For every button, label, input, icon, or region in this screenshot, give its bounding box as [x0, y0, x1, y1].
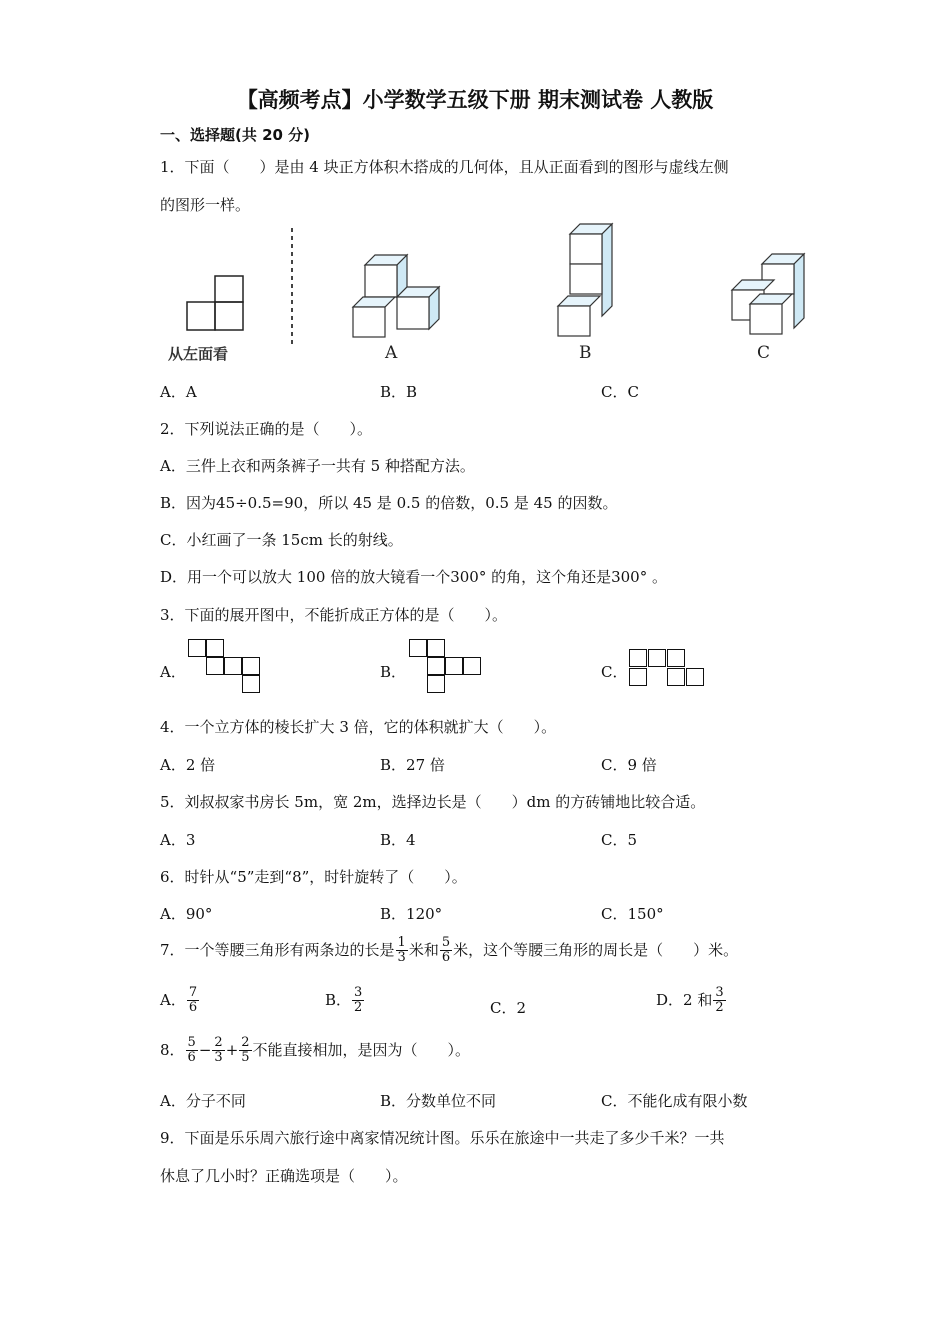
- q4-option-b[interactable]: B．27 倍: [380, 756, 445, 774]
- question-1-line1: 1．下面（ ）是由 4 块正方体积木搭成的几何体，且从正面看到的图形与虚线左侧: [160, 158, 729, 176]
- question-2-stem: 2．下列说法正确的是（ ）。: [160, 420, 373, 438]
- q6-option-c[interactable]: C．150°: [601, 905, 664, 923]
- question-4-stem: 4．一个立方体的棱长扩大 3 倍，它的体积就扩大（ ）。: [160, 718, 557, 736]
- q2-option-b[interactable]: B．因为45÷0.5=90，所以 45 是 0.5 的倍数，0.5 是 45 的因数。: [160, 494, 618, 512]
- q7-option-d[interactable]: D．2 和 $\frac{3}{2}$: [656, 985, 724, 1016]
- question-9-line1: 9．下面是乐乐周六旅行途中离家情况统计图。乐乐在旅途中一共走了多少千米？一共: [160, 1129, 725, 1147]
- figure-b-cubes: [550, 222, 620, 342]
- fraction: $\frac{2}{5}$: [241, 1035, 250, 1066]
- dashed-divider: [286, 226, 298, 350]
- fraction: $\frac{5}{6}$: [441, 935, 451, 966]
- fraction: $\frac{5}{6}$: [187, 1035, 196, 1066]
- q5-option-c[interactable]: C．5: [601, 831, 638, 849]
- q3-option-a[interactable]: A．: [160, 663, 186, 681]
- q4-option-a[interactable]: A．2 倍: [160, 756, 216, 774]
- question-1-line2: 的图形一样。: [160, 196, 251, 214]
- q7-option-c[interactable]: C．2: [490, 999, 527, 1017]
- fraction: $\frac{2}{3}$: [214, 1035, 223, 1066]
- fraction: $\frac{3}{2}$: [715, 985, 724, 1016]
- q6-option-b[interactable]: B．120°: [380, 905, 443, 923]
- q5-option-a[interactable]: A．3: [160, 831, 196, 849]
- question-8-stem: 8． $\frac{5}{6}$ − $\frac{2}{3}$ + $\frac{2}{5}$ 不能直接相加，是因为（ ）。: [160, 1035, 471, 1066]
- fraction: $\frac{7}{6}$: [188, 985, 198, 1016]
- q2-option-d[interactable]: D．用一个可以放大 100 倍的放大镜看一个300° 的角，这个角还是300° 。: [160, 568, 667, 586]
- q7-option-a[interactable]: A． $\frac{7}{6}$: [160, 985, 198, 1016]
- side-view-figure: [180, 270, 250, 340]
- question-6-stem: 6．时针从“5”走到“8”，时针旋转了（ ）。: [160, 868, 467, 886]
- fraction: $\frac{1}{3}$: [397, 935, 406, 966]
- q2-option-c[interactable]: C．小红画了一条 15cm 长的射线。: [160, 531, 403, 549]
- q3-option-b[interactable]: B．: [380, 663, 407, 681]
- section-heading: 一、选择题(共 20 分): [160, 126, 311, 144]
- q6-option-a[interactable]: A．90°: [160, 905, 213, 923]
- q8-option-b[interactable]: B．分数单位不同: [380, 1092, 497, 1110]
- question-9-line2: 休息了几小时？正确选项是（ ）。: [160, 1167, 408, 1185]
- side-view-label: 从左面看: [168, 345, 229, 363]
- q8-option-c[interactable]: C．不能化成有限小数: [601, 1092, 748, 1110]
- page-title: 【高频考点】小学数学五级下册 期末测试卷 人教版: [236, 88, 714, 112]
- q2-option-a[interactable]: A．三件上衣和两条裤子一共有 5 种搭配方法。: [160, 457, 475, 475]
- figure-c-cubes: [728, 250, 818, 340]
- question-5-stem: 5．刘叔叔家书房长 5m，宽 2m，选择边长是（ ）dm 的方砖铺地比较合适。: [160, 793, 706, 811]
- q5-option-b[interactable]: B．4: [380, 831, 416, 849]
- figure-a-cubes: [345, 250, 445, 340]
- fraction: $\frac{3}{2}$: [354, 985, 363, 1016]
- figure-a-label: A: [385, 343, 398, 363]
- q7-option-b[interactable]: B． $\frac{3}{2}$: [325, 985, 363, 1016]
- question-3-stem: 3．下面的展开图中，不能折成正方体的是（ ）。: [160, 606, 508, 624]
- q1-option-a[interactable]: A．A: [160, 383, 197, 401]
- q4-option-c[interactable]: C．9 倍: [601, 756, 657, 774]
- q3-option-c[interactable]: C．: [601, 663, 628, 681]
- figure-b-label: B: [579, 343, 592, 363]
- question-7-stem: 7．一个等腰三角形有两条边的长是 $\frac{1}{3}$ 米和 $\frac{5}{6}$ 米，这个等腰三角形的周长是（ ）米。: [160, 935, 739, 966]
- figure-c-label: C: [757, 343, 771, 363]
- q1-option-b[interactable]: B．B: [380, 383, 418, 401]
- q1-option-c[interactable]: C．C: [601, 383, 639, 401]
- q8-option-a[interactable]: A．分子不同: [160, 1092, 246, 1110]
